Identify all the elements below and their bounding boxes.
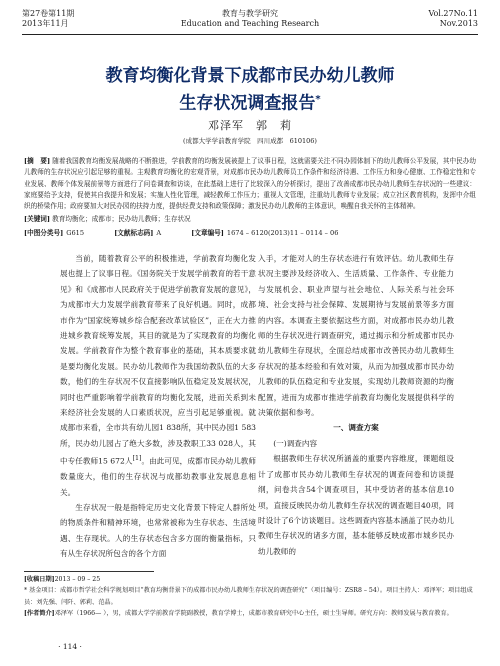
subsection-heading: (一)调查内容 (273, 438, 318, 448)
title-line-1: 教育均衡化背景下成都市民办幼儿教师 (105, 66, 395, 86)
article-title (0, 64, 500, 116)
page-number: · 114 · (58, 642, 82, 651)
fund-note: * 基金项目：成都市哲学社会科学规划项目“教育均衡背景下的成都市民办幼儿教师生存状况的调查研究”（项目编号：ZSR8 – 54）。项目主持人：邓泽军；项目组成员：刘先强、闫阡、郭莉、范晶。 (24, 587, 473, 606)
journal-name-en: Education and Teaching Research (180, 19, 320, 28)
intro-text: 当前，随着教育公平的积极推进，学前教育均衡化发展也提上了议事日程。《国务院关于发展学前教育的若干意见》和《成都市人民政府关于促进学前教育发展的意见》，为成都市大力发展学前教育带来了良好机遇。同时，成都市作为“国家统筹城乡综合配套改革试验区”，正在大力推进城乡教育统筹发展，其目的就是为了实现教育的均衡化发展。学前教育作为整个教育事业的基础，其本质要求就是要均衡化发展。民办幼儿教师作为我国幼教队伍的大多数，他们的生存状况不仅直接影响队伍稳定及发展状况，同时也严重影响着学前教育的均衡化发展，进而关系到未来经济社会发展的人口素质状况，应当引起足够重视。就成都市来看，全市共有幼儿园1 838所，其中民办园1 583所，民办幼儿园占了绝大多数，涉及教职工33 028人，其中专任教师15 672人 (60, 254, 256, 466)
title-line-2 (0, 88, 500, 116)
title-footnote-mark: * (315, 94, 321, 105)
received-date (24, 574, 476, 585)
title-line-2-text: 生存状况调查报告 (179, 93, 316, 114)
received-label: [收稿日期] (24, 576, 55, 583)
header-divider (22, 34, 478, 35)
issue-date-en: Nov.2013 (439, 19, 478, 28)
issue-date: 2013年11月 (22, 19, 69, 28)
author-bio-label: [作者简介] (24, 609, 55, 617)
definition-paragraph: 生存状况一般是指特定历史文化背景下特定人群所处的物质条件和精神环境，也常常被称为生存状态、生活境遇、生存现状。人的生存状态包含多方面的衡量指标，只有从生存状况所包含的各个方面 (60, 503, 256, 559)
doc-value: A (156, 229, 162, 237)
volume-issue: 第27卷第11期 (22, 9, 75, 18)
volume-issue-en: Vol.27No.11 (428, 9, 478, 18)
running-header (22, 9, 478, 35)
clc-value: G615 (66, 229, 85, 237)
body-left-column (60, 251, 256, 562)
keywords-text: 教育均衡化；成都市；民办幼儿教师；生存状况 (52, 215, 191, 223)
clc-code (24, 229, 98, 237)
intro-text-cont: 。由此可见，成都市民办幼儿教师数量庞大，他们的生存状况与成都幼教事业发展息息相关。 (60, 456, 256, 497)
footnotes (24, 574, 476, 619)
body-right-column (258, 251, 454, 559)
keywords-label: [关键词] (24, 215, 51, 223)
clc-label: [中图分类号] (24, 229, 64, 237)
intro-paragraph (60, 251, 256, 500)
authors: 邓泽军 郭 莉 (208, 119, 292, 132)
received-value: 2013 – 09 – 25 (54, 576, 101, 583)
footnote-divider (24, 571, 154, 572)
method-paragraph: 根据教师生存状况所涵盖的重要内容维度，课题组设计了成都市民办幼儿教师生存状况的调查问卷和访谈提纲，问卷共含54个调查项目，其中受访者的基本信息10项，直接反映民办幼儿教师生存状况的调查题目40项，同时设计了6个访谈题目。这些调查内容基本涵盖了民办幼儿教师生存状况的诸多方面，基本能够反映成都市城乡民办幼儿教师的 (258, 454, 454, 556)
section-heading: 一、调查方案 (333, 423, 379, 433)
art-label: [文章编号] (191, 229, 224, 237)
doc-label: [文献标志码] (114, 229, 154, 237)
keywords (24, 213, 476, 223)
affiliation: (成都大学学前教育学院 四川成都 610106) (183, 137, 317, 145)
journal-issue-en (428, 9, 478, 29)
abstract-label: [摘 要] (24, 157, 51, 165)
doc-code (114, 229, 175, 237)
author-bio (24, 608, 476, 619)
article-number (191, 229, 352, 237)
citation-ref: [1] (132, 455, 142, 463)
art-value: 1674 – 6120(2013)11 – 0114 – 06 (226, 229, 339, 237)
journal-name-cn: 教育与教学研究 (222, 9, 278, 18)
abstract (24, 156, 476, 212)
abstract-text: 随着我国教育均衡发展战略的不断推进，学前教育的均衡发展被提上了议事日程，这就需要关注不同办园体制下的幼儿教师公平发展，其中民办幼儿教师的生存状况应引起足够的重视。主观教育均衡化的宏观背景，对成都市民办幼儿教师员工作条件和经济待遇、工作压力和身心健康、工作稳定性和专业发展、教师个体发展前景等方面进行了问卷调查和访谈，在此基础上进行了比较深入的分析探讨，提出了改善成都市民办幼儿教师生存状况的一些建议：家庭要给予支持，促使其自我提升和发展；实施人性化管理，减轻教师工作压力；重视人文管理，注重幼儿教师专业发展；成立社区教育机构，发挥中介组织的桥梁作用；政府要加大对民办园的扶持力度，提供经费支持和政策保障；激发民办幼儿教师的主体意识，唤醒自我关怀的主体精神。 (24, 157, 476, 211)
author-bio-text: 邓泽军（1966— ），男，成都大学学前教育学院副教授，教育学博士，成都市教育研究中心主任，硕士生导师。研究方向：教师发展与教育教育。 (54, 609, 453, 617)
classification-line (24, 227, 476, 237)
purpose-paragraph: 入手，才能对人的生存状态进行有效评估。幼儿教师生存状况主要涉及经济收入、生活质量、工作条件、专业能力与发展机会、职业声望与社会地位、人际关系与社会环境、社会支持与社会保障、发展期待与发展前景等多方面的内容。本调查主要依据这些方面，对成都市民办幼儿教师的生存状况进行调查研究，通过揭示和分析成都市民办幼儿教师生存现状，全面总结成都市改善民办幼儿教师生存状况的基本经验和有效对策，从而为加强成都市民办幼儿教师的队伍稳定和专业发展，实现幼儿教师资源的均衡配置，进而为成都市推进学前教育均衡化发展提供科学的决策依据和参考。 (258, 254, 454, 418)
journal-name (22, 9, 478, 29)
